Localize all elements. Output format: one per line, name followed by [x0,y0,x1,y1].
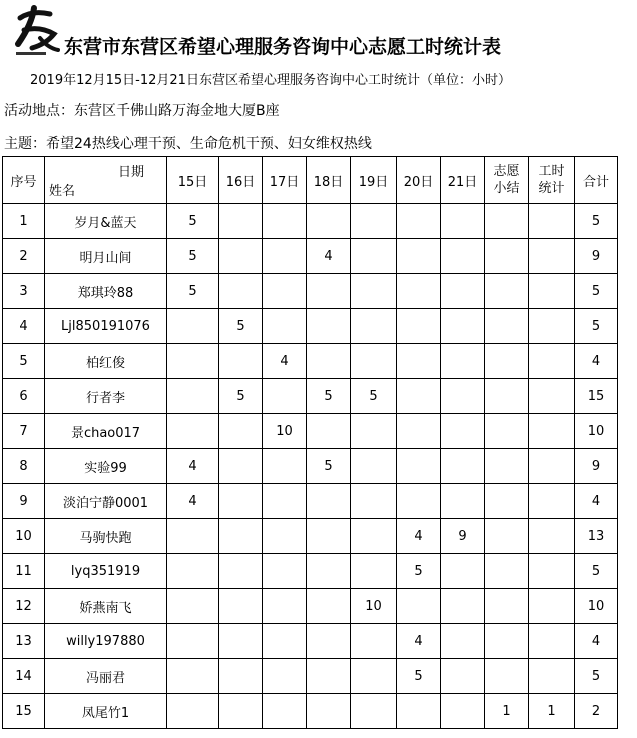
row-hours-cell: 5 [307,379,351,414]
row-hours-cell [529,484,575,519]
row-hours-cell [441,309,485,344]
header-total: 合计 [575,157,618,204]
table-row [3,414,618,449]
row-seq: 2 [3,239,45,274]
row-hours-cell [441,589,485,624]
row-hours-cell [485,204,529,239]
row-hours-cell [485,554,529,589]
row-hours-cell [529,274,575,309]
row-hours-cell [529,344,575,379]
row-total: 5 [575,204,618,239]
row-hours-cell: 5 [167,204,219,239]
row-hours-cell [307,624,351,659]
row-total: 5 [575,554,618,589]
table-row [3,309,618,344]
table-row [3,239,618,274]
header-seq: 序号 [3,157,45,204]
header-name-label: 姓名 [49,184,76,199]
row-hours-cell [441,239,485,274]
row-hours-cell [307,484,351,519]
row-hours-cell [263,659,307,694]
row-hours-cell [485,519,529,554]
row-total: 2 [575,694,618,729]
row-hours-cell [441,274,485,309]
row-hours-cell [397,274,441,309]
table-row [3,204,618,239]
table-row [3,589,618,624]
row-hours-cell [263,554,307,589]
row-hours-cell [263,694,307,729]
row-hours-cell [263,239,307,274]
row-hours-cell [263,309,307,344]
row-name: 娇燕南飞 [45,589,167,624]
row-seq: 9 [3,484,45,519]
row-hours-cell [441,694,485,729]
row-hours-cell [307,309,351,344]
row-total: 4 [575,344,618,379]
row-hours-cell [529,309,575,344]
row-hours-cell [351,694,397,729]
row-name: 凤尾竹1 [45,694,167,729]
row-seq: 15 [3,694,45,729]
row-hours-cell [397,449,441,484]
row-hours-cell: 9 [441,519,485,554]
row-total: 5 [575,659,618,694]
row-hours-cell [351,274,397,309]
row-hours-cell [485,589,529,624]
row-hours-cell: 5 [219,309,263,344]
row-hours-cell [167,554,219,589]
row-seq: 1 [3,204,45,239]
row-hours-cell [485,484,529,519]
table-row [3,659,618,694]
row-hours-cell [351,449,397,484]
row-seq: 13 [3,624,45,659]
row-hours-cell [351,309,397,344]
row-hours-cell [351,484,397,519]
row-name: lyq351919 [45,554,167,589]
row-total: 4 [575,484,618,519]
table-row [3,624,618,659]
row-hours-cell [351,519,397,554]
row-hours-cell: 5 [397,659,441,694]
row-hours-cell: 5 [167,274,219,309]
row-name: 行者李 [45,379,167,414]
row-hours-cell: 10 [351,589,397,624]
row-total: 10 [575,589,618,624]
row-hours-cell [219,659,263,694]
row-hours-cell [263,379,307,414]
row-seq: 7 [3,414,45,449]
row-hours-cell [351,344,397,379]
row-hours-cell [167,309,219,344]
row-hours-cell [441,414,485,449]
header-day: 18日 [307,157,351,204]
row-seq: 4 [3,309,45,344]
row-total: 13 [575,519,618,554]
row-hours-cell [529,239,575,274]
header-day: 16日 [219,157,263,204]
row-hours-cell [263,484,307,519]
table-row [3,379,618,414]
table-row [3,274,618,309]
row-name: willy197880 [45,624,167,659]
table-row [3,554,618,589]
row-hours-cell [351,239,397,274]
table-row [3,519,618,554]
row-hours-cell [397,484,441,519]
row-hours-cell: 10 [263,414,307,449]
row-hours-cell: 1 [485,694,529,729]
header-vol-line1: 志愿 [493,164,520,179]
row-hours-cell [307,694,351,729]
row-hours-cell [397,204,441,239]
row-hours-cell [485,239,529,274]
row-name: 岁月&蓝天 [45,204,167,239]
row-hours-cell [397,414,441,449]
row-hours-cell [219,694,263,729]
row-hours-cell [167,414,219,449]
row-name: 明月山间 [45,239,167,274]
row-hours-cell [219,519,263,554]
row-hours-cell [167,659,219,694]
row-hours-cell [307,344,351,379]
row-hours-cell [529,414,575,449]
row-hours-cell [529,379,575,414]
row-hours-cell: 4 [167,449,219,484]
row-name: 马驹快跑 [45,519,167,554]
row-hours-cell: 1 [529,694,575,729]
header-day: 15日 [167,157,219,204]
row-hours-cell [263,204,307,239]
row-hours-cell [307,274,351,309]
header-hours-line2: 统计 [538,181,565,196]
row-name: 郑琪玲88 [45,274,167,309]
row-hours-cell [441,484,485,519]
row-hours-cell [219,484,263,519]
row-hours-cell [441,204,485,239]
row-hours-cell [167,344,219,379]
row-total: 15 [575,379,618,414]
row-seq: 3 [3,274,45,309]
row-hours-cell [263,589,307,624]
header-date-label: 日期 [117,165,144,180]
row-hours-cell [351,624,397,659]
row-hours-cell [219,589,263,624]
row-hours-cell: 5 [351,379,397,414]
row-total: 5 [575,309,618,344]
row-total: 9 [575,449,618,484]
row-hours-cell: 5 [219,379,263,414]
row-hours-cell [219,344,263,379]
row-hours-cell [529,554,575,589]
row-hours-cell [263,274,307,309]
row-hours-cell [351,554,397,589]
venue-line: 活动地点：东营区千佛山路万海金地大厦B座 [4,103,280,119]
row-hours-cell [529,659,575,694]
row-hours-cell: 4 [397,624,441,659]
row-name: 淡泊宁静0001 [45,484,167,519]
row-total: 9 [575,239,618,274]
row-hours-cell [167,589,219,624]
row-hours-cell [307,204,351,239]
row-hours-cell [485,309,529,344]
row-seq: 8 [3,449,45,484]
row-hours-cell [219,414,263,449]
row-hours-cell [219,239,263,274]
row-hours-cell [263,449,307,484]
row-hours-cell [441,379,485,414]
row-hours-cell [485,659,529,694]
row-hours-cell [167,624,219,659]
row-hours-cell [219,449,263,484]
row-hours-cell [307,659,351,694]
topic-line: 主题：希望24热线心理干预、生命危机干预、妇女维权热线 [4,136,372,152]
row-hours-cell [351,659,397,694]
row-name: Ljl850191076 [45,309,167,344]
header-day: 17日 [263,157,307,204]
page-subtitle: 2019年12月15日-12月21日东营区希望心理服务咨询中心工时统计（单位：小时） [30,73,511,88]
row-hours-cell [441,449,485,484]
row-hours-cell [167,519,219,554]
row-hours-cell [441,344,485,379]
row-hours-cell: 4 [167,484,219,519]
row-hours-cell: 4 [307,239,351,274]
row-hours-cell [441,554,485,589]
row-total: 5 [575,274,618,309]
row-hours-cell [351,414,397,449]
row-hours-cell [307,554,351,589]
row-hours-cell [263,519,307,554]
calligraphy-logo-icon [10,4,62,58]
row-hours-cell [307,414,351,449]
header-date-name [45,157,167,204]
row-hours-cell [397,344,441,379]
row-hours-cell [485,414,529,449]
table-row [3,694,618,729]
row-seq: 11 [3,554,45,589]
header-day: 20日 [397,157,441,204]
row-hours-cell [397,694,441,729]
row-hours-cell [485,274,529,309]
row-seq: 6 [3,379,45,414]
row-name: 实验99 [45,449,167,484]
row-hours-cell [485,449,529,484]
row-hours-cell: 4 [263,344,307,379]
row-hours-cell: 4 [397,519,441,554]
row-hours-cell: 5 [307,449,351,484]
row-hours-cell [219,274,263,309]
row-hours-cell [167,379,219,414]
table-row [3,344,618,379]
table-header-row [3,157,618,204]
header-day: 19日 [351,157,397,204]
row-hours-cell [263,624,307,659]
row-hours-cell [441,624,485,659]
row-hours-cell [441,659,485,694]
row-hours-cell [397,239,441,274]
row-hours-cell [529,204,575,239]
row-total: 4 [575,624,618,659]
row-total: 10 [575,414,618,449]
row-hours-cell [485,379,529,414]
row-seq: 12 [3,589,45,624]
header-hours-stat [529,157,575,204]
header-day: 21日 [441,157,485,204]
row-hours-cell [529,519,575,554]
table-row [3,449,618,484]
row-hours-cell [529,589,575,624]
table-row [3,484,618,519]
header-hours-line1: 工时 [538,164,565,179]
row-seq: 5 [3,344,45,379]
row-name: 冯丽君 [45,659,167,694]
row-hours-cell [351,204,397,239]
row-hours-cell [307,519,351,554]
row-hours-cell [219,624,263,659]
hours-table [2,156,618,729]
row-name: 景chao017 [45,414,167,449]
row-hours-cell [307,589,351,624]
row-seq: 10 [3,519,45,554]
row-hours-cell [485,624,529,659]
row-hours-cell [485,344,529,379]
row-hours-cell [397,379,441,414]
page-title: 东营市东营区希望心理服务咨询中心志愿工时统计表 [64,36,502,58]
row-hours-cell [167,694,219,729]
row-hours-cell [529,624,575,659]
row-hours-cell: 5 [167,239,219,274]
row-hours-cell [397,589,441,624]
row-hours-cell [219,554,263,589]
row-name: 柏红俊 [45,344,167,379]
header-volunteer-summary [485,157,529,204]
row-hours-cell [219,204,263,239]
row-seq: 14 [3,659,45,694]
row-hours-cell [397,309,441,344]
row-hours-cell: 5 [397,554,441,589]
row-hours-cell [529,449,575,484]
header-vol-line2: 小结 [493,181,520,196]
